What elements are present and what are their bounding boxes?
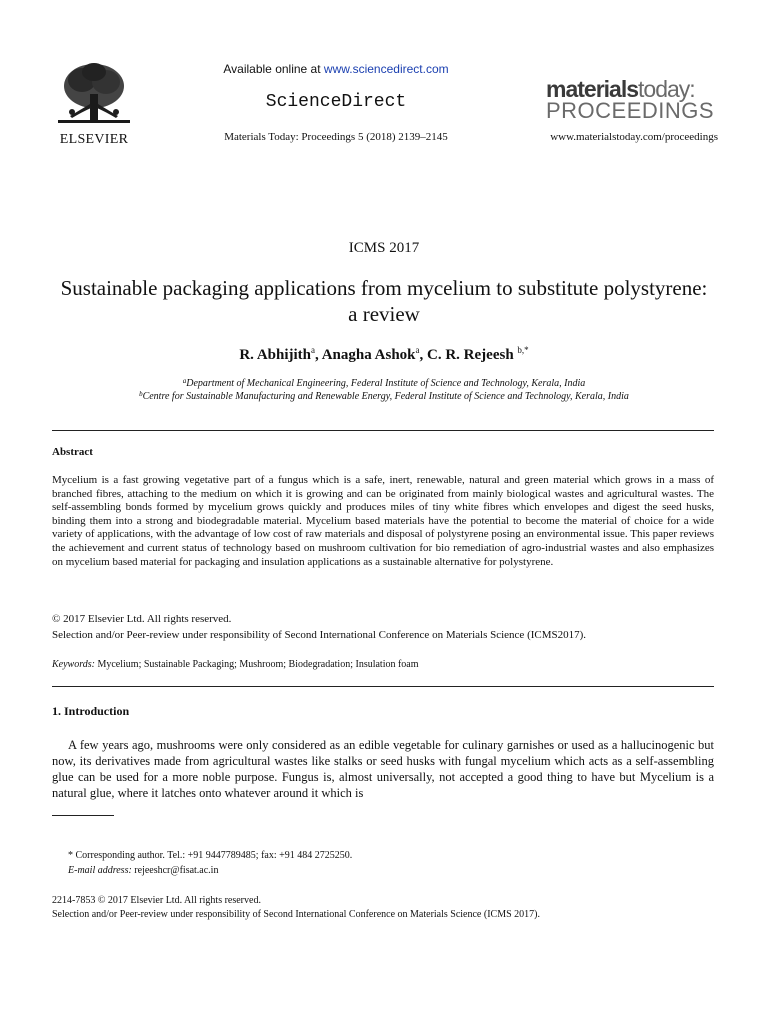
- affiliation-mark: a: [182, 377, 187, 385]
- corresponding-author-note: * Corresponding author. Tel.: +91 9447789485; fax: +91 484 2725250.: [68, 850, 353, 861]
- author-affil-mark: a: [311, 345, 316, 355]
- affiliation-mark: b: [139, 390, 143, 398]
- publisher-name: ELSEVIER: [59, 132, 129, 147]
- keywords: [52, 659, 714, 670]
- mt-logo-bold: materials: [546, 76, 639, 102]
- author-affil-mark: b,*: [517, 345, 529, 355]
- author-separator: ,: [419, 347, 428, 363]
- affiliation: [40, 390, 728, 402]
- footnote-rule: [52, 815, 114, 816]
- abstract-heading: Abstract: [52, 446, 93, 458]
- paper-title: Sustainable packaging applications from mycelium to substitute polystyrene: a review: [60, 276, 708, 326]
- abstract-peer-review: Selection and/or Peer-review under responsibility of Second International Conference on Materials Science (ICMS2017).: [52, 629, 587, 641]
- author-name: R. Abhijith: [239, 347, 312, 363]
- peer-review-line: Selection and/or Peer-review under responsibility of Second International Conference on Materials Science (ICMS 2017).: [52, 909, 540, 920]
- author-list: [0, 345, 768, 364]
- elsevier-tree-icon: [52, 60, 136, 130]
- materials-today-logo: [546, 78, 716, 122]
- affiliation-text: Centre for Sustainable Manufacturing and Renewable Energy, Federal Institute of Science and Technology, Kerala, India: [142, 391, 629, 402]
- mt-logo-light: today:: [638, 76, 695, 102]
- sciencedirect-link[interactable]: www.sciencedirect.com: [323, 62, 449, 76]
- section-heading: 1. Introduction: [52, 704, 130, 718]
- author-affil-mark: a: [415, 345, 420, 355]
- author-separator: ,: [315, 347, 322, 363]
- conference-name: ICMS 2017: [348, 240, 420, 256]
- divider: [52, 430, 714, 431]
- email-label: E-mail address:: [68, 865, 132, 876]
- available-online: [150, 62, 522, 76]
- keywords-label: Keywords:: [52, 659, 95, 670]
- keywords-list: Mycelium; Sustainable Packaging; Mushroom; Biodegradation; Insulation foam: [94, 659, 419, 670]
- mt-logo-sub: PROCEEDINGS: [546, 98, 715, 123]
- journal-reference: Materials Today: Proceedings 5 (2018) 2139–2145: [224, 131, 448, 143]
- sciencedirect-title: ScienceDirect: [265, 92, 407, 112]
- available-prefix: Available online at: [223, 62, 324, 76]
- issn-line: 2214-7853 © 2017 Elsevier Ltd. All rights reserved.: [52, 895, 261, 906]
- affiliation: [40, 377, 728, 389]
- journal-url[interactable]: www.materialstoday.com/proceedings: [550, 131, 718, 143]
- affiliation-text: Department of Mechanical Engineering, Federal Institute of Science and Technology, Kerala, India: [186, 378, 586, 389]
- divider: [52, 686, 714, 687]
- abstract-body: Mycelium is a fast growing vegetative part of a fungus which is a safe, inert, renewable, natural and green material which grows in a mass of branched fibres, attaching to the medium on which it is growing and can be originated from mainly biological wastes and agricultural wastes. The self-assembling bonds formed by mycelium grows quickly and produces miles of tiny white fibres which envelopes and digest the seed husks, binding them into a strong and biodegradable material. Mycelium based materials have the potential to become the material of choice for a wide variety of applications, with the advantage of low cost of raw materials and disposal of polystyrene posing an environmental issue. This paper reviews the achievement and current status of technology based on mushroom cultivation for bio remediation of agro-industrial wastes and also emphasizes on mycelium based material for packaging and insulation applications as a sustainable alternative for polystyrene.: [52, 474, 714, 568]
- abstract-copyright: © 2017 Elsevier Ltd. All rights reserved.: [52, 613, 232, 625]
- email-note: [68, 865, 218, 876]
- author-name: Anagha Ashok: [321, 347, 416, 363]
- section-body: A few years ago, mushrooms were only considered as an edible vegetable for culinary garnishes or used as a hallucinogenic but now, its derivatives made from agricultural wastes like stalks or seed husks with fungal mycelium which acts as a self-assembling glue can be used for a more noble purpose. Fungus is, almost universally, not accepted a good thing to have but Mycelium is a natural glue, where it latches onto whatever around it which is: [52, 738, 714, 800]
- author-name: C. R. Rejeesh: [427, 347, 514, 363]
- elsevier-logo: [52, 60, 136, 148]
- email-address[interactable]: rejeeshcr@fisat.ac.in: [131, 865, 219, 876]
